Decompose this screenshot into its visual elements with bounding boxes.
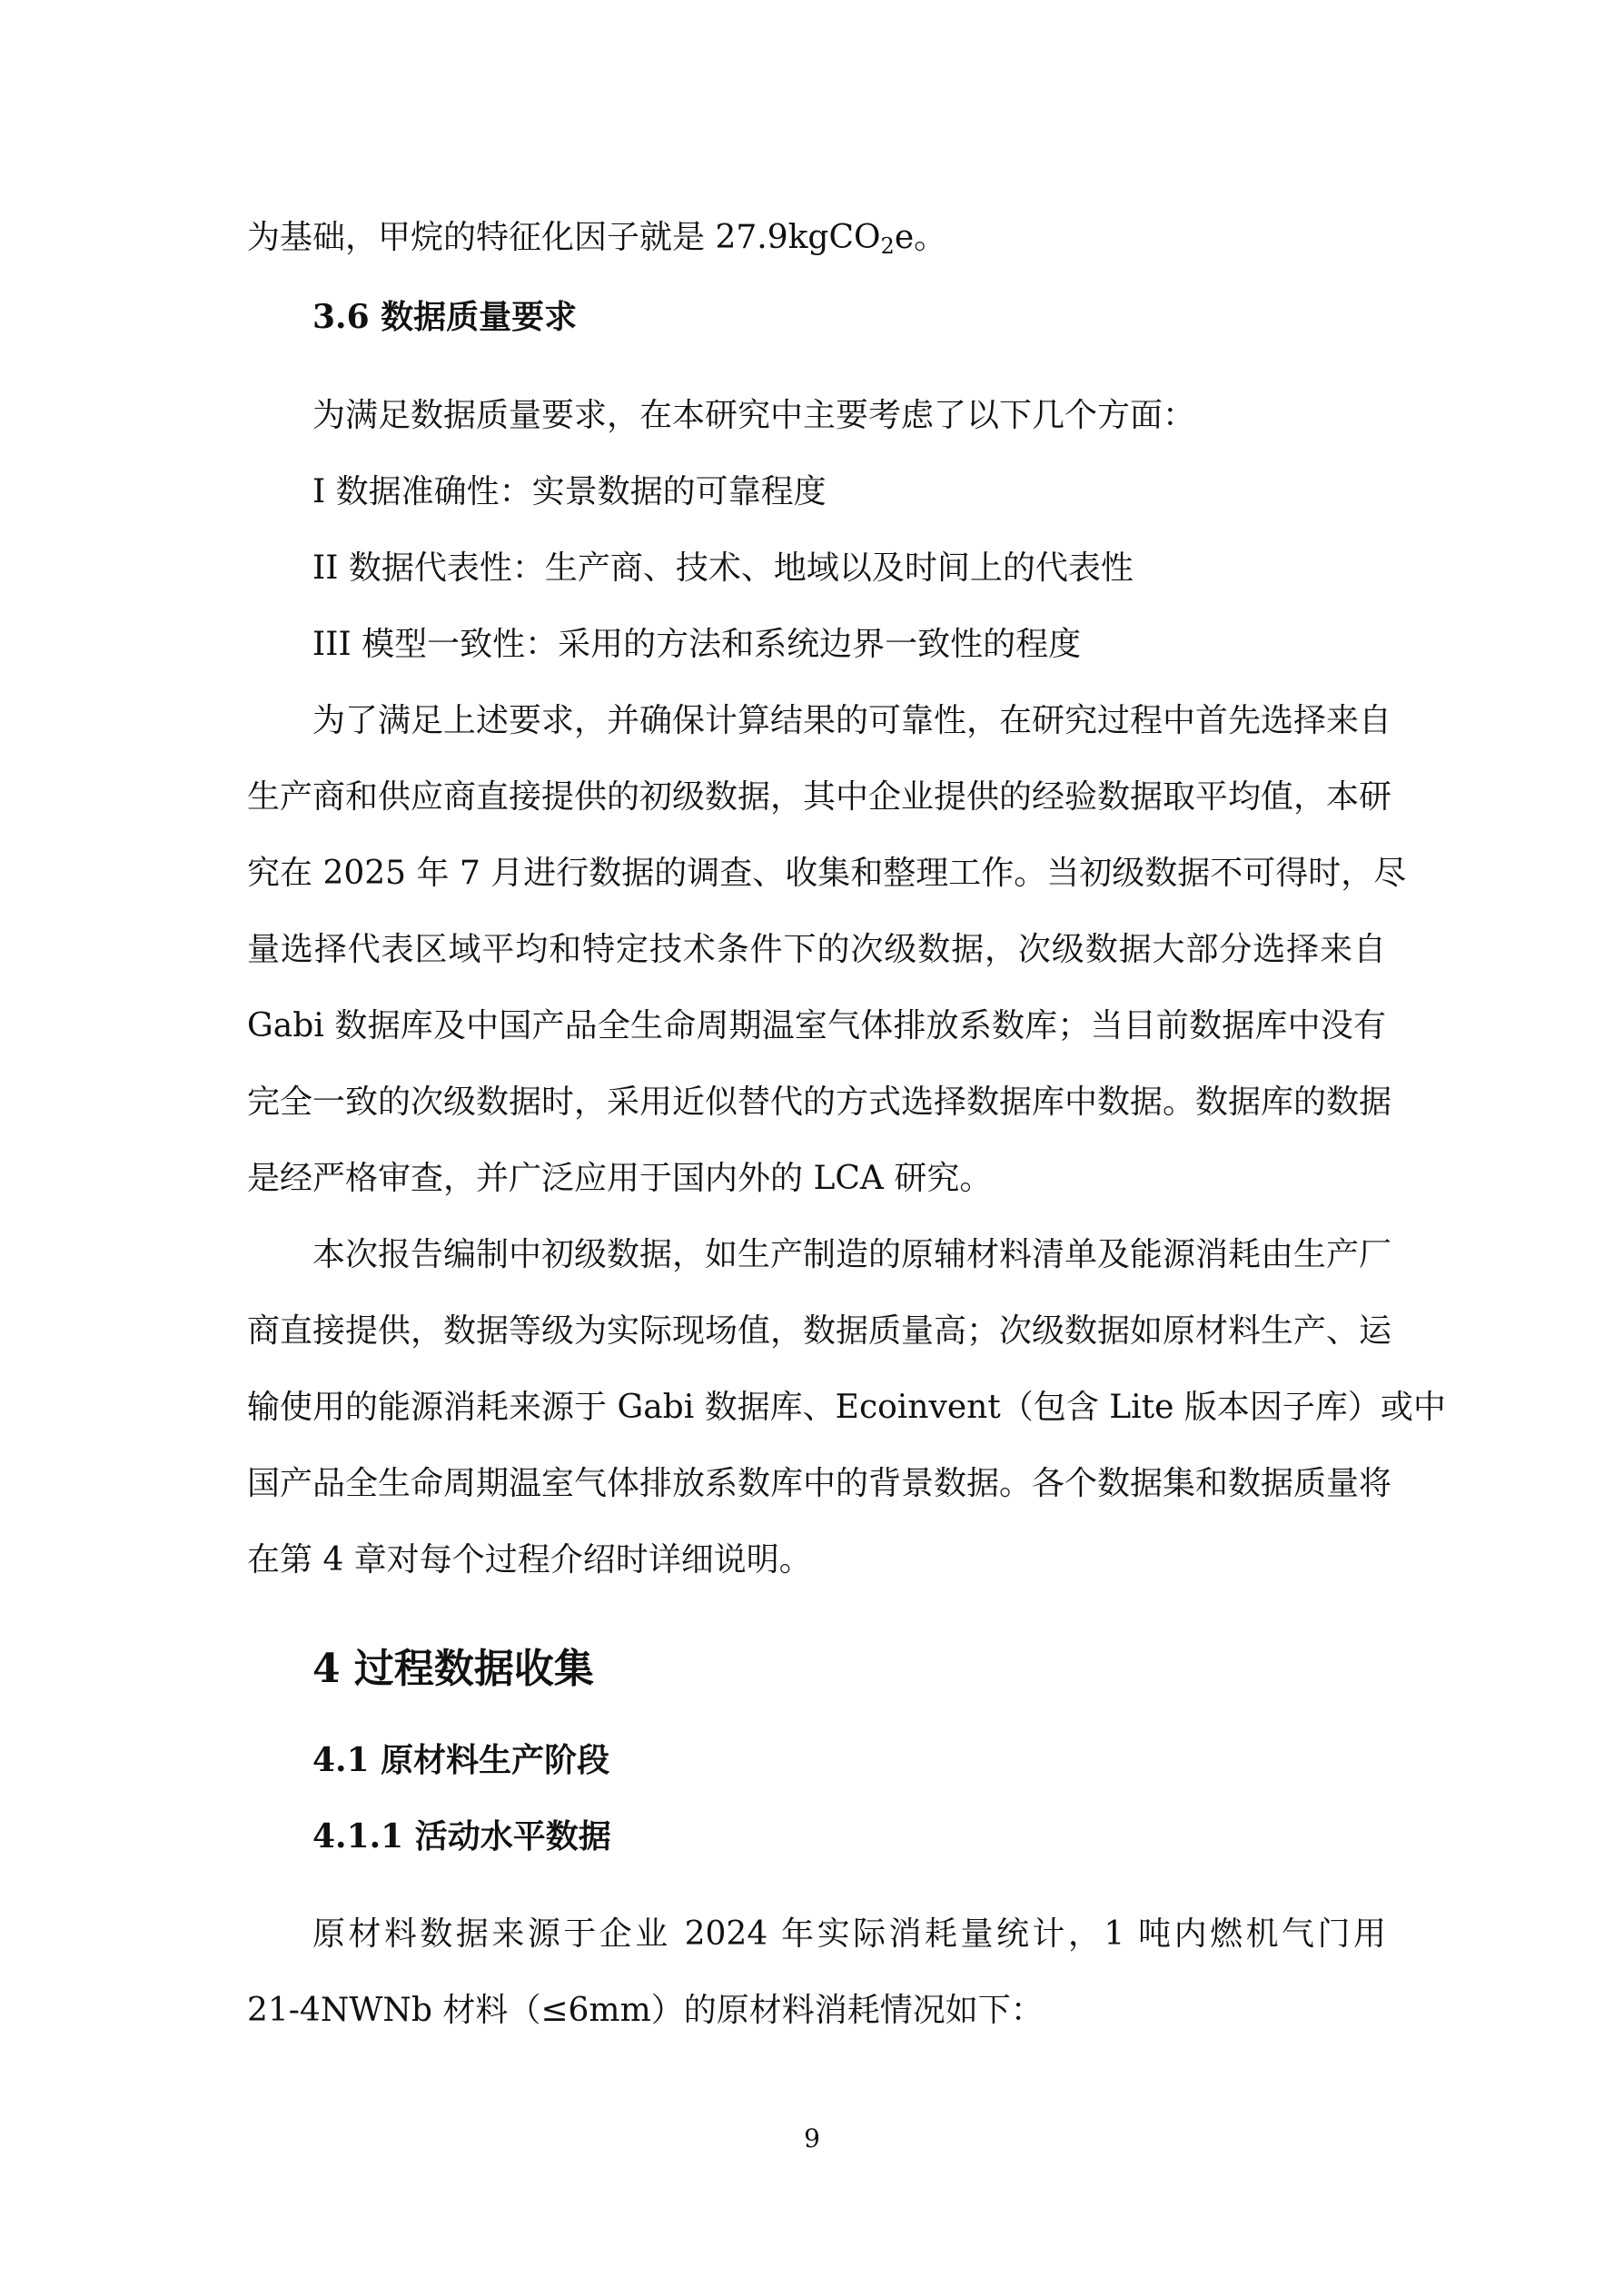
page-number: 9 xyxy=(804,2123,820,2153)
paragraph-line: Gabi 数据库及中国产品全生命周期温室气体排放系数库；当目前数据库中没有 xyxy=(247,1007,1386,1044)
paragraph-line: 究在 2025 年 7 月进行数据的调查、收集和整理工作。当初级数据不可得时，尽 xyxy=(247,855,1407,892)
section-heading-4-1-1: 4.1.1 活动水平数据 xyxy=(312,1817,611,1856)
subscript: 2 xyxy=(880,233,895,259)
section-heading-3-6: 3.6 数据质量要求 xyxy=(312,298,578,336)
paragraph-line: 本次报告编制中初级数据，如生产制造的原辅材料清单及能源消耗由生产厂 xyxy=(312,1236,1392,1273)
paragraph-line: 输使用的能源消耗来源于 Gabi 数据库、Ecoinvent（包含 Lite 版本因子库）或中 xyxy=(247,1389,1446,1426)
paragraph-line: 是经严格审查，并广泛应用于国内外的 LCA 研究。 xyxy=(247,1160,993,1197)
text-segment: e。 xyxy=(894,219,947,256)
list-item: I 数据准确性：实景数据的可靠程度 xyxy=(312,473,827,510)
paragraph-line: 在第 4 章对每个过程介绍时详细说明。 xyxy=(247,1541,812,1578)
paragraph-line: 商直接提供，数据等级为实际现场值，数据质量高；次级数据如原材料生产、运 xyxy=(247,1312,1392,1350)
paragraph-line: 生产商和供应商直接提供的初级数据，其中企业提供的经验数据取平均值，本研 xyxy=(247,778,1392,816)
chapter-heading-4: 4 过程数据收集 xyxy=(312,1646,594,1692)
paragraph-top-line xyxy=(247,216,1386,268)
paragraph-line: 21-4NWNb 材料（≤6mm）的原材料消耗情况如下： xyxy=(247,1992,1044,2029)
section-intro: 为满足数据质量要求，在本研究中主要考虑了以下几个方面： xyxy=(312,397,1196,434)
paragraph-line: 原材料数据来源于企业 2024 年实际消耗量统计，1 吨内燃机气门用 xyxy=(312,1915,1386,1953)
text-segment: 为基础，甲烷的特征化因子就是 27.9kgCO xyxy=(247,219,881,256)
paragraph-line: 量选择代表区域平均和特定技术条件下的次级数据，次级数据大部分选择来自 xyxy=(247,931,1386,968)
list-item: III 模型一致性：采用的方法和系统边界一致性的程度 xyxy=(312,626,1082,663)
paragraph-line: 完全一致的次级数据时，采用近似替代的方式选择数据库中数据。数据库的数据 xyxy=(247,1084,1392,1121)
list-item: II 数据代表性：生产商、技术、地域以及时间上的代表性 xyxy=(312,549,1134,587)
paragraph-line: 为了满足上述要求，并确保计算结果的可靠性，在研究过程中首先选择来自 xyxy=(312,702,1392,739)
section-heading-4-1: 4.1 原材料生产阶段 xyxy=(312,1741,610,1779)
paragraph-line: 国产品全生命周期温室气体排放系数库中的背景数据。各个数据集和数据质量将 xyxy=(247,1465,1392,1502)
